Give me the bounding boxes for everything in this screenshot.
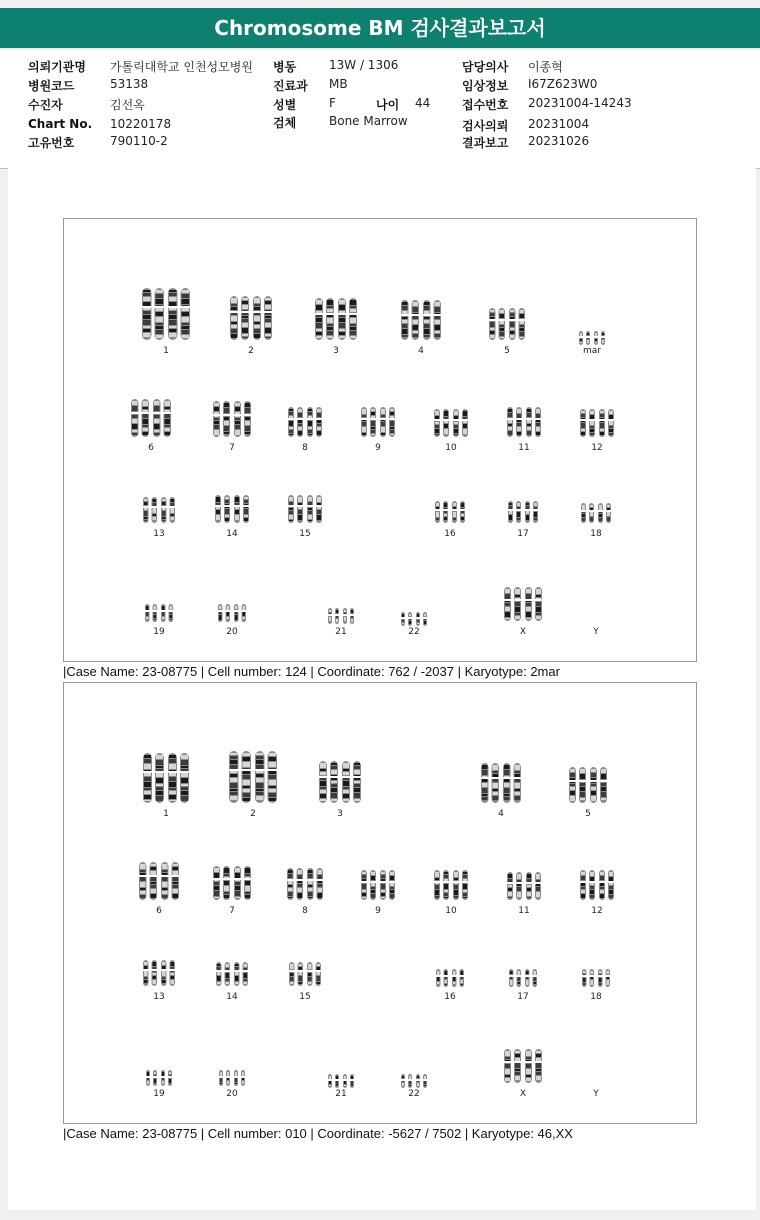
chromosome-pair-22 xyxy=(401,1069,428,1088)
report-title: Chromosome BM 검사결과보고서 xyxy=(0,8,760,48)
chromosome-pair-18 xyxy=(581,503,612,523)
chromosome-pair-9 xyxy=(361,870,396,900)
chromosome-label: 7 xyxy=(229,443,235,453)
chromosome-pair-10 xyxy=(434,870,469,900)
chromosome-pair-2 xyxy=(230,296,273,340)
chromosome-label: 2 xyxy=(248,346,254,356)
chromosome-label: 9 xyxy=(375,443,381,453)
chromosome-label: 11 xyxy=(518,443,530,453)
chromosome-pair-19 xyxy=(146,1067,173,1086)
accession-value: 20231004-14243 xyxy=(528,96,632,110)
unique-id-value: 790110-2 xyxy=(110,134,168,148)
chromosome-label: mar xyxy=(583,346,601,356)
chromosome-pair-1 xyxy=(142,288,191,340)
chromosome-label: 8 xyxy=(302,443,308,453)
chromosome-label: 21 xyxy=(335,1089,347,1099)
chromosome-label: 1 xyxy=(163,809,169,819)
chromosome-pair-8 xyxy=(287,868,324,900)
ward-label: 병동 xyxy=(273,60,297,74)
chart-no-value: 10220178 xyxy=(110,117,172,131)
unique-id-label: 고유번호 xyxy=(28,136,75,150)
chromosome-label: 15 xyxy=(299,529,311,539)
chromosome-label: 13 xyxy=(153,529,165,539)
chromosome-label: 9 xyxy=(375,906,381,916)
chromosome-label: 12 xyxy=(591,443,603,453)
karyogram-caption: |Case Name: 23-08775 | Cell number: 010 | Coordinate: -5627 / 7502 | Karyotype: 46,XX xyxy=(63,1126,573,1141)
chromosome-pair-14 xyxy=(216,962,249,986)
chart-no-label: Chart No. xyxy=(28,117,93,131)
chromosome-label: 22 xyxy=(408,627,420,637)
department-label: 진료과 xyxy=(273,79,308,93)
chromosome-label: 17 xyxy=(517,529,529,539)
chromosome-pair-14 xyxy=(215,495,250,523)
chromosome-label: 19 xyxy=(153,627,165,637)
chromosome-pair-1 xyxy=(143,753,190,803)
chromosome-label: 5 xyxy=(585,809,591,819)
chromosome-pair-19 xyxy=(145,603,174,622)
patient-label: 수진자 xyxy=(28,98,63,112)
chromosome-label: 6 xyxy=(148,443,154,453)
chromosome-pair-15 xyxy=(288,495,323,523)
institution-label: 의뢰기관명 xyxy=(28,60,86,74)
chromosome-label: 8 xyxy=(302,906,308,916)
clinical-info-label: 임상정보 xyxy=(462,79,509,93)
sex-value: F xyxy=(329,96,336,110)
chromosome-pair-16 xyxy=(436,968,465,987)
report-date-label: 결과보고 xyxy=(462,136,509,150)
chromosome-label: 12 xyxy=(591,906,603,916)
chromosome-label: 4 xyxy=(498,809,504,819)
chromosome-pair-11 xyxy=(507,872,542,900)
karyogram-panel xyxy=(63,218,697,662)
karyogram-panel xyxy=(63,682,697,1124)
chromosome-pair-3 xyxy=(319,761,362,803)
chromosome-label: 5 xyxy=(504,346,510,356)
specimen-value: Bone Marrow xyxy=(329,114,408,128)
chromosome-pair-4 xyxy=(401,300,442,340)
chromosome-label: 21 xyxy=(335,627,347,637)
chromosome-label: X xyxy=(519,1089,527,1099)
chromosome-pair-21 xyxy=(328,605,355,624)
chromosome-pair-3 xyxy=(315,298,358,340)
chromosome-pair-18 xyxy=(582,968,611,987)
chromosome-pair-13 xyxy=(143,960,176,986)
chromosome-pair-12 xyxy=(580,870,615,900)
chromosome-pair-13 xyxy=(143,497,176,523)
chromosome-label: 10 xyxy=(445,443,457,453)
age-label: 나이 xyxy=(376,98,400,112)
chromosome-label: 14 xyxy=(226,529,238,539)
chromosome-label: 20 xyxy=(226,627,238,637)
chromosome-label: 2 xyxy=(250,809,256,819)
chromosome-pair-17 xyxy=(509,968,538,987)
chromosome-label: 20 xyxy=(226,1089,238,1099)
chromosome-label: 3 xyxy=(333,346,339,356)
clinical-info-value: I67Z623W0 xyxy=(528,77,598,91)
chromosome-pair-12 xyxy=(580,409,615,437)
chromosome-label: 13 xyxy=(153,992,165,1002)
chromosome-label: Y xyxy=(593,627,599,637)
chromosome-label: 16 xyxy=(444,529,456,539)
chromosome-label: 15 xyxy=(299,992,311,1002)
chromosome-pair-15 xyxy=(289,962,322,986)
chromosome-label: 17 xyxy=(517,992,529,1002)
chromosome-pair-4 xyxy=(481,763,522,803)
ward-value: 13W / 1306 xyxy=(329,58,399,72)
request-date-label: 검사의뢰 xyxy=(462,119,509,133)
chromosome-label: 7 xyxy=(229,906,235,916)
chromosome-pair-8 xyxy=(288,407,323,437)
chromosome-pair-21 xyxy=(328,1069,355,1088)
chromosome-label: 10 xyxy=(445,906,457,916)
chromosome-pair-11 xyxy=(507,407,542,437)
chromosome-pair-x xyxy=(504,587,543,621)
chromosome-pair-10 xyxy=(434,409,469,437)
hospital-code-value: 53138 xyxy=(110,77,149,91)
patient-info-header xyxy=(0,50,760,169)
chromosome-pair-20 xyxy=(218,603,247,622)
chromosome-label: 11 xyxy=(518,906,530,916)
chromosome-pair-16 xyxy=(435,501,466,523)
chromosome-label: 18 xyxy=(590,529,602,539)
chromosome-label: 16 xyxy=(444,992,456,1002)
physician-value: 이종혁 xyxy=(528,60,563,74)
chromosome-pair-9 xyxy=(361,407,396,437)
chromosome-label: 3 xyxy=(337,809,343,819)
chromosome-label: 22 xyxy=(408,1089,420,1099)
physician-label: 담당의사 xyxy=(462,60,509,74)
patient-value: 김선옥 xyxy=(110,98,145,112)
chromosome-label: 4 xyxy=(418,346,424,356)
request-date-value: 20231004 xyxy=(528,117,590,131)
chromosome-pair-7 xyxy=(213,401,252,437)
chromosome-label: 14 xyxy=(226,992,238,1002)
age-value: 44 xyxy=(415,96,431,110)
specimen-label: 검체 xyxy=(273,116,297,130)
chromosome-label: 18 xyxy=(590,992,602,1002)
chromosome-pair-17 xyxy=(508,501,539,523)
chromosome-label: 6 xyxy=(156,906,162,916)
chromosome-label: 19 xyxy=(153,1089,165,1099)
chromosome-pair-7 xyxy=(213,866,252,900)
institution-value: 가톨릭대학교 인천성모병원 xyxy=(110,60,253,74)
chromosome-label: 1 xyxy=(163,346,169,356)
chromosome-pair-5 xyxy=(489,308,526,340)
chromosome-pair-20 xyxy=(219,1067,246,1086)
department-value: MB xyxy=(329,77,348,91)
accession-label: 접수번호 xyxy=(462,98,509,112)
chromosome-pair-2 xyxy=(229,751,278,803)
chromosome-label: Y xyxy=(593,1089,599,1099)
sex-label: 성별 xyxy=(273,98,297,112)
chromosome-pair-6 xyxy=(139,862,180,900)
karyogram-caption: |Case Name: 23-08775 | Cell number: 124 | Coordinate: 762 / -2037 | Karyotype: 2mar xyxy=(63,664,560,679)
chromosome-label: X xyxy=(519,627,527,637)
report-date-value: 20231026 xyxy=(528,134,590,148)
chromosome-pair-6 xyxy=(131,399,172,437)
hospital-code-label: 병원코드 xyxy=(28,79,75,93)
chromosome-pair-mar xyxy=(579,326,606,345)
chromosome-pair-5 xyxy=(569,767,608,803)
chromosome-pair-x xyxy=(504,1049,543,1083)
chromosome-pair-22 xyxy=(401,607,428,626)
